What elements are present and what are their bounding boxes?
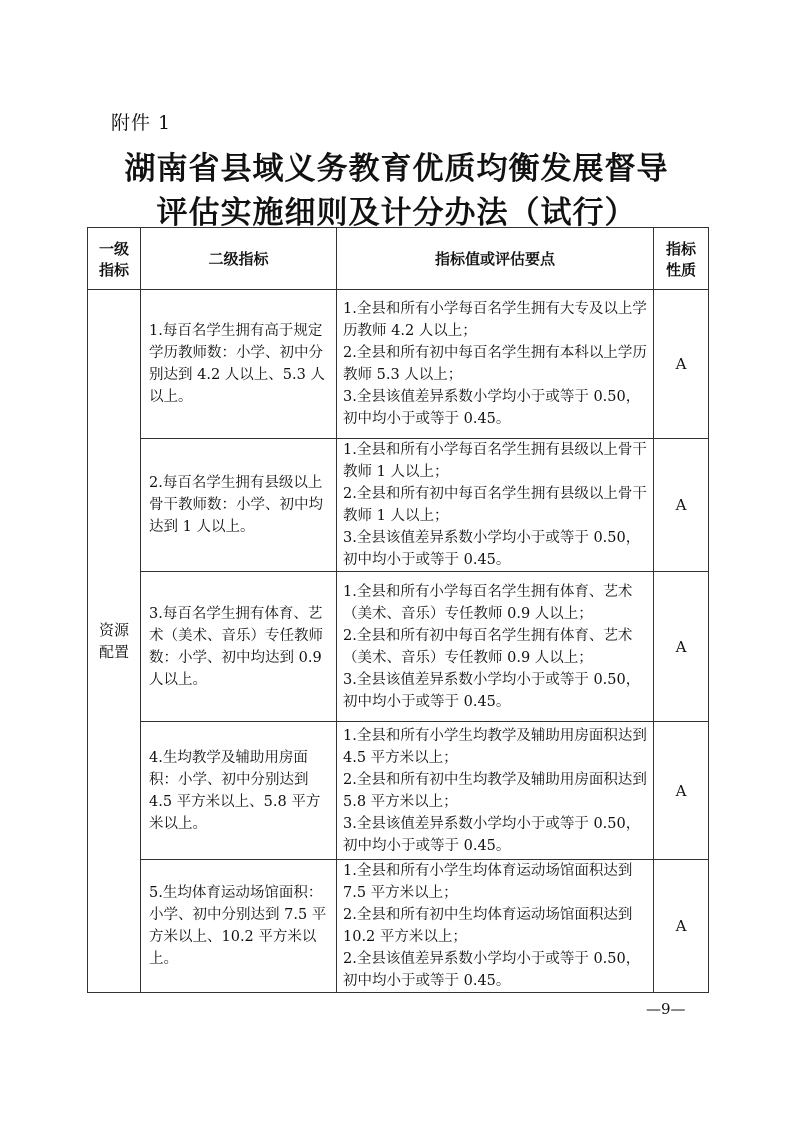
page-number: —9— bbox=[646, 1000, 686, 1018]
header-level1-line1: 一级 bbox=[98, 239, 129, 258]
header-nature-line1: 指标 bbox=[665, 239, 696, 258]
evaluation-point: 3.全县该值差异系数小学均小于或等于 0.50，初中均小于或等于 0.45。 bbox=[343, 815, 641, 854]
evaluation-point: 2.全县该值差异系数小学均小于或等于 0.50，初中均小于或等于 0.45。 bbox=[343, 951, 641, 989]
evaluation-points-cell bbox=[337, 572, 654, 722]
nature-cell: A bbox=[654, 290, 709, 439]
evaluation-point: 3.全县该值差异系数小学均小于或等于 0.50，初中均小于或等于 0.45。 bbox=[343, 530, 641, 568]
header-level1-indicator bbox=[88, 228, 141, 290]
category-text: 配置 bbox=[98, 643, 129, 661]
evaluation-points-cell bbox=[337, 860, 654, 993]
table-row bbox=[88, 290, 709, 439]
indicator-cell: 3.每百名学生拥有体育、艺术（美术、音乐）专任教师数：小学、初中均达到 0.9 人以上。 bbox=[141, 572, 337, 722]
header-indicator-nature bbox=[654, 228, 709, 290]
evaluation-point: 1.全县和所有小学生均体育运动场馆面积达到 7.5 平方米以上； bbox=[343, 863, 633, 901]
indicator-cell: 4.生均教学及辅助用房面积：小学、初中分别达到 4.5 平方米以上、5.8 平方米以上。 bbox=[141, 722, 337, 860]
evaluation-point: 1.全县和所有小学每百名学生拥有大专及以上学历教师 4.2 人以上； bbox=[343, 301, 647, 339]
evaluation-points-cell bbox=[337, 439, 654, 572]
nature-cell: A bbox=[654, 439, 709, 572]
evaluation-point: 1.全县和所有小学每百名学生拥有体育、艺术（美术、音乐）专任教师 0.9 人以上； bbox=[343, 583, 633, 622]
nature-cell: A bbox=[654, 860, 709, 993]
evaluation-point: 3.全县该值差异系数小学均小于或等于 0.50，初中均小于或等于 0.45。 bbox=[343, 671, 641, 710]
table-header-row bbox=[88, 228, 709, 290]
attachment-label: 附件 1 bbox=[111, 112, 172, 134]
nature-cell: A bbox=[654, 572, 709, 722]
evaluation-point: 2.全县和所有初中生均体育运动场馆面积达到 10.2 平方米以上； bbox=[343, 907, 633, 945]
indicator-cell: 2.每百名学生拥有县级以上骨干教师数：小学、初中均达到 1 人以上。 bbox=[141, 439, 337, 572]
document-title-line-2: 评估实施细则及计分办法（试行） bbox=[156, 195, 637, 231]
document-title-line-1: 湖南省县域义务教育优质均衡发展督导 bbox=[124, 151, 669, 187]
evaluation-point: 1.全县和所有小学每百名学生拥有县级以上骨干教师 1 人以上； bbox=[343, 442, 647, 480]
header-level1-line2: 指标 bbox=[98, 260, 129, 279]
nature-cell: A bbox=[654, 722, 709, 860]
category-text: 资源 bbox=[98, 621, 129, 639]
evaluation-point: 3.全县该值差异系数小学均小于或等于 0.50，初中均小于或等于 0.45。 bbox=[343, 389, 641, 427]
evaluation-point: 1.全县和所有小学生均教学及辅助用房面积达到 4.5 平方米以上； bbox=[343, 727, 647, 766]
table-row bbox=[88, 572, 709, 722]
evaluation-point: 2.全县和所有初中每百名学生拥有县级以上骨干教师 1 人以上； bbox=[343, 486, 647, 524]
evaluation-point: 2.全县和所有初中每百名学生拥有本科以上学历教师 5.3 人以上； bbox=[343, 345, 647, 383]
evaluation-points-cell bbox=[337, 290, 654, 439]
header-nature-line2: 性质 bbox=[665, 260, 696, 279]
header-level2-indicator: 二级指标 bbox=[141, 228, 337, 290]
table-row bbox=[88, 439, 709, 572]
table-row bbox=[88, 860, 709, 993]
evaluation-points-cell bbox=[337, 722, 654, 860]
category-cell bbox=[88, 290, 141, 993]
evaluation-point: 2.全县和所有初中每百名学生拥有体育、艺术（美术、音乐）专任教师 0.9 人以上； bbox=[343, 627, 633, 666]
header-evaluation-points: 指标值或评估要点 bbox=[337, 228, 654, 290]
indicator-cell: 5.生均体育运动场馆面积：小学、初中分别达到 7.5 平方米以上、10.2 平方米以上。 bbox=[141, 860, 337, 993]
indicator-cell: 1.每百名学生拥有高于规定学历教师数：小学、初中分别达到 4.2 人以上、5.3 人以上。 bbox=[141, 290, 337, 439]
evaluation-table bbox=[87, 227, 709, 993]
evaluation-point: 2.全县和所有初中生均教学及辅助用房面积达到 5.8 平方米以上； bbox=[343, 771, 647, 810]
table-row bbox=[88, 722, 709, 860]
